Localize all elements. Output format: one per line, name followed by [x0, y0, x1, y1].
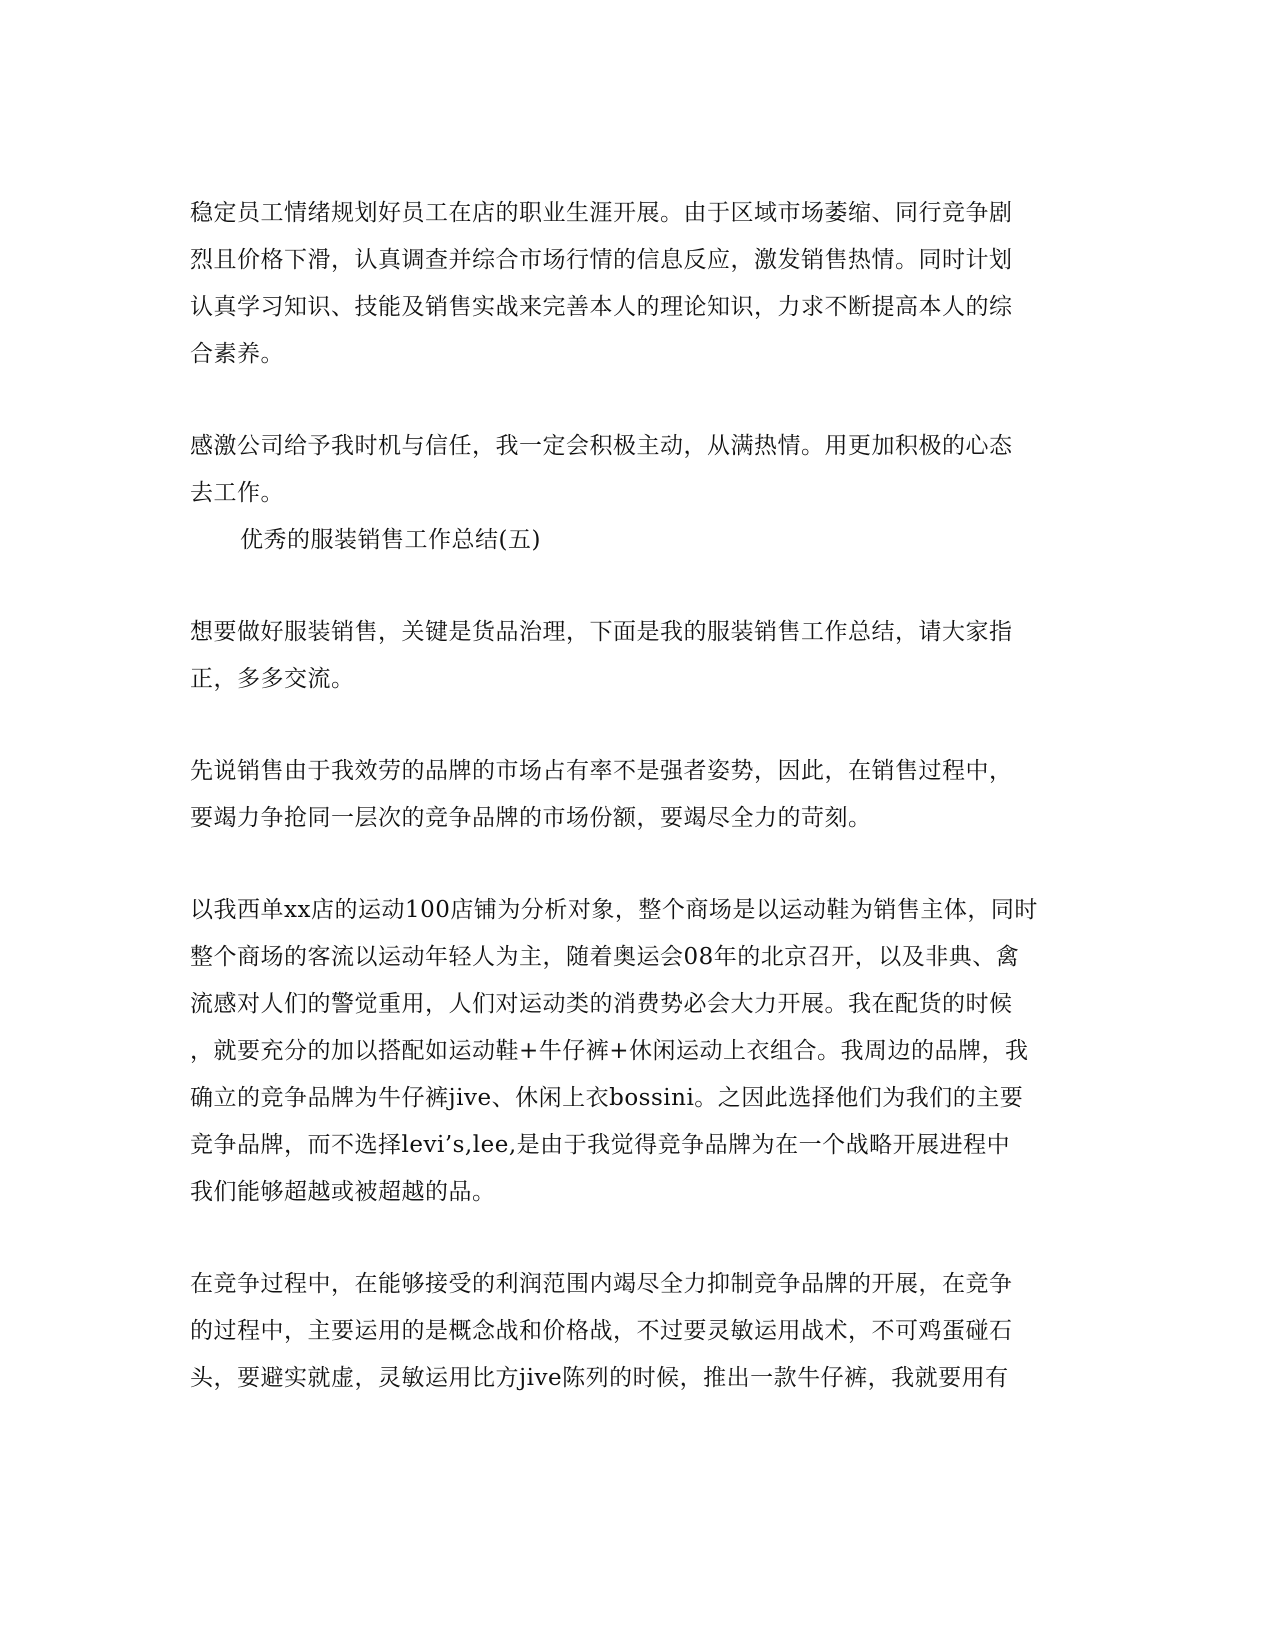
text-line: 合素养。: [190, 341, 284, 367]
text-line: 想要做好服装销售，关键是货品治理，下面是我的服装销售工作总结，请大家指: [190, 619, 1013, 645]
text-line: 先说销售由于我效劳的品牌的市场占有率不是强者姿势，因此，在销售过程中，: [190, 758, 1013, 784]
text-line: 认真学习知识、技能及销售实战来完善本人的理论知识，力求不断提高本人的综: [190, 294, 1013, 320]
text-line: 的过程中，主要运用的是概念战和价格战，不过要灵敏运用战术，不可鸡蛋碰石: [190, 1318, 1013, 1344]
text-line: 正，多多交流。: [190, 666, 355, 692]
text-line: 竞争品牌，而不选择levi’s,lee,是由于我觉得竞争品牌为在一个战略开展进程中: [190, 1132, 1011, 1158]
section-heading: 优秀的服装销售工作总结(五): [240, 527, 541, 553]
text-line: 以我西单xx店的运动100店铺为分析对象，整个商场是以运动鞋为销售主体，同时: [190, 897, 1038, 923]
text-line: 要竭力争抢同一层次的竞争品牌的市场份额，要竭尽全力的苛刻。: [190, 805, 872, 831]
text-line: 去工作。: [190, 480, 284, 506]
text-line: 稳定员工情绪规划好员工在店的职业生涯开展。由于区域市场萎缩、同行竞争剧: [190, 200, 1013, 226]
text-line: 烈且价格下滑，认真调查并综合市场行情的信息反应，激发销售热情。同时计划: [190, 247, 1013, 273]
text-line: 流感对人们的警觉重用，人们对运动类的消费势必会大力开展。我在配货的时候: [190, 991, 1013, 1017]
text-line: 确立的竞争品牌为牛仔裤jive、休闲上衣bossini。之因此选择他们为我们的主要: [190, 1085, 1024, 1111]
text-line: 头，要避实就虚，灵敏运用比方jive陈列的时候，推出一款牛仔裤，我就要用有: [190, 1365, 1009, 1391]
text-line: 整个商场的客流以运动年轻人为主，随着奥运会08年的北京召开，以及非典、禽: [190, 944, 1020, 970]
text-line: 感激公司给予我时机与信任，我一定会积极主动，从满热情。用更加积极的心态: [190, 433, 1013, 459]
text-line: 在竞争过程中，在能够接受的利润范围内竭尽全力抑制竞争品牌的开展，在竞争: [190, 1271, 1013, 1297]
text-line: 我们能够超越或被超越的品。: [190, 1179, 496, 1205]
text-line: ，就要充分的加以搭配如运动鞋+牛仔裤+休闲运动上衣组合。我周边的品牌，我: [190, 1038, 1029, 1064]
